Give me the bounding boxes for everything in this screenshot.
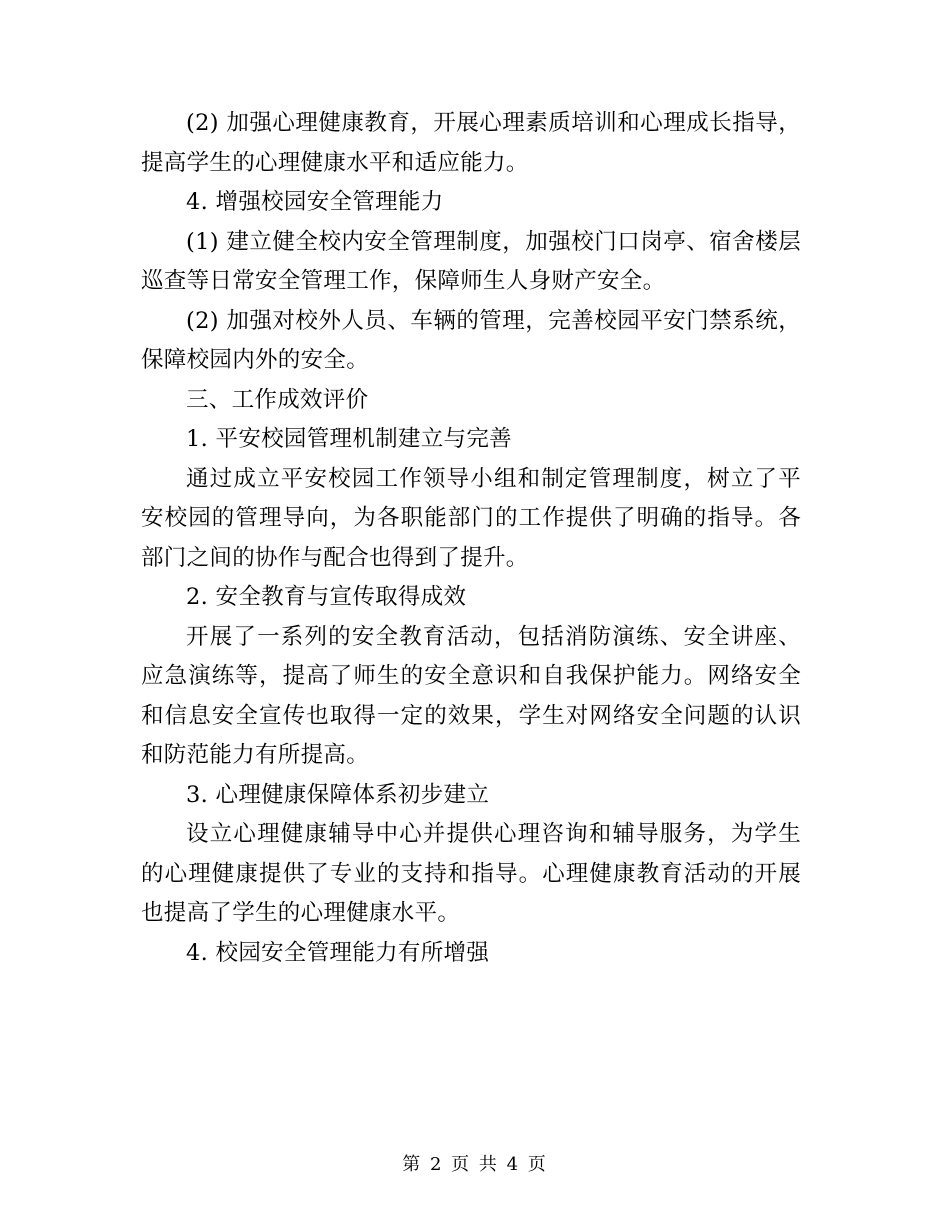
heading-psych-system: 3. 心理健康保障体系初步建立 <box>186 781 490 808</box>
paragraph-psych-education: (2) 加强心理健康教育，开展心理素质培训和心理成长指导，提高学生的心理健康水平和适应能力。 <box>141 110 801 176</box>
section-heading-evaluation: 三、工作成效评价 <box>186 386 369 413</box>
heading-management-improved: 4. 校园安全管理能力有所增强 <box>186 939 490 966</box>
heading-safety-management: 4. 增强校园安全管理能力 <box>186 189 444 215</box>
paragraph-safety-system: (1) 建立健全校内安全管理制度，加强校门口岗亭、宿舍楼层巡查等日常安全管理工作，保障师生人身财产安全。 <box>141 228 801 294</box>
page-number-footer: 第 2 页 共 4 页 <box>402 1154 548 1175</box>
paragraph-mechanism: 通过成立平安校园工作领导小组和制定管理制度，树立了平安校园的管理导向，为各职能部门的工作提供了明确的指导。各部门之间的协作与配合也得到了提升。 <box>141 465 801 571</box>
heading-education-results: 2. 安全教育与宣传取得成效 <box>186 584 467 610</box>
paragraph-visitor-management: (2) 加强对校外人员、车辆的管理，完善校园平安门禁系统，保障校园内外的安全。 <box>141 307 801 373</box>
paragraph-psych-system: 设立心理健康辅导中心并提供心理咨询和辅导服务，为学生的心理健康提供了专业的支持和指导。心理健康教育活动的开展也提高了学生的心理健康水平。 <box>141 821 801 926</box>
paragraph-education-results: 开展了一系列的安全教育活动，包括消防演练、安全讲座、应急演练等，提高了师生的安全意识和自我保护能力。网络安全和信息安全宣传也取得一定的效果，学生对网络安全问题的认识和防范能力有所提高。 <box>141 623 801 768</box>
document-body <box>141 104 801 973</box>
heading-mechanism: 1. 平安校园管理机制建立与完善 <box>186 426 512 452</box>
